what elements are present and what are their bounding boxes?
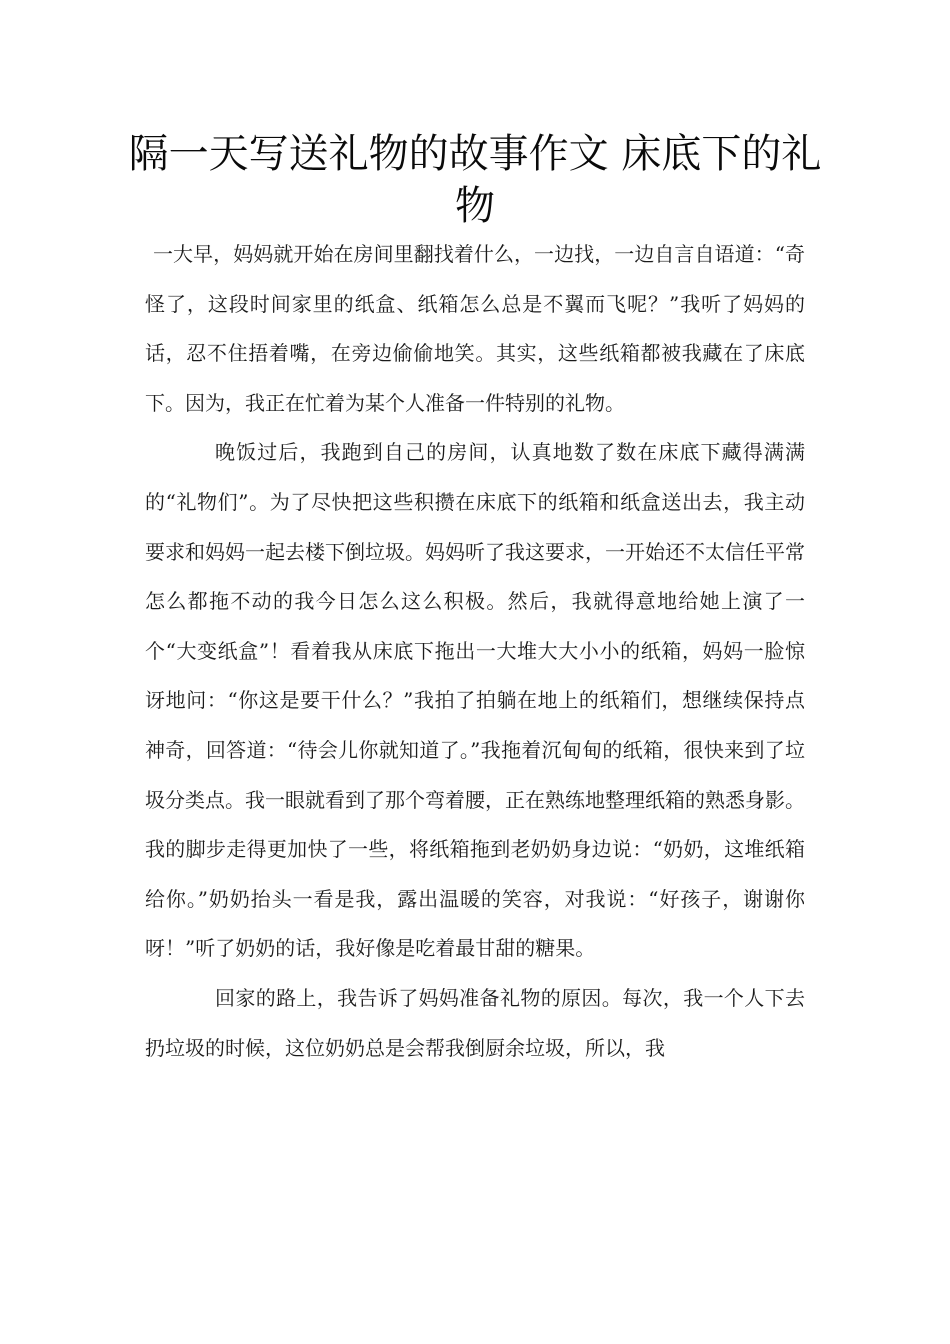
document-body <box>145 230 805 1073</box>
paragraph-2: 晚饭过后，我跑到自己的房间，认真地数了数在床底下藏得满满的“礼物们”。为了尽快把这些积攒在床底下的纸箱和纸盒送出去，我主动要求和妈妈一起去楼下倒垃圾。妈妈听了我这要求，一开始还不太信任平常怎么都拖不动的我今日怎么这么积极。然后，我就得意地给她上演了一个“大变纸盒”！看着我从床底下拖出一大堆大大小小的纸箱，妈妈一脸惊讶地问：“你这是要干什么？”我拍了拍躺在地上的纸箱们，想继续保持点神奇，回答道：“待会儿你就知道了。”我拖着沉甸甸的纸箱，很快来到了垃圾分类点。我一眼就看到了那个弯着腰，正在熟练地整理纸箱的熟悉身影。我的脚步走得更加快了一些，将纸箱拖到老奶奶身边说：“奶奶，这堆纸箱给你。”奶奶抬头一看是我，露出温暖的笑容，对我说：“好孩子，谢谢你呀！”听了奶奶的话，我好像是吃着最甘甜的糖果。 <box>145 440 805 961</box>
paragraph-3: 回家的路上，我告诉了妈妈准备礼物的原因。每次，我一个人下去扔垃圾的时候，这位奶奶总是会帮我倒厨余垃圾，所以，我 <box>145 985 805 1060</box>
paragraph-1: 一大早，妈妈就开始在房间里翻找着什么，一边找，一边自言自语道：“奇怪了，这段时间家里的纸盒、纸箱怎么总是不翼而飞呢？”我听了妈妈的话，忍不住捂着嘴，在旁边偷偷地笑。其实，这些纸箱都被我藏在了床底下。因为，我正在忙着为某个人准备一件特别的礼物。 <box>145 242 805 415</box>
document-title: 隔一天写送礼物的故事作文 床底下的礼物 <box>128 131 822 229</box>
